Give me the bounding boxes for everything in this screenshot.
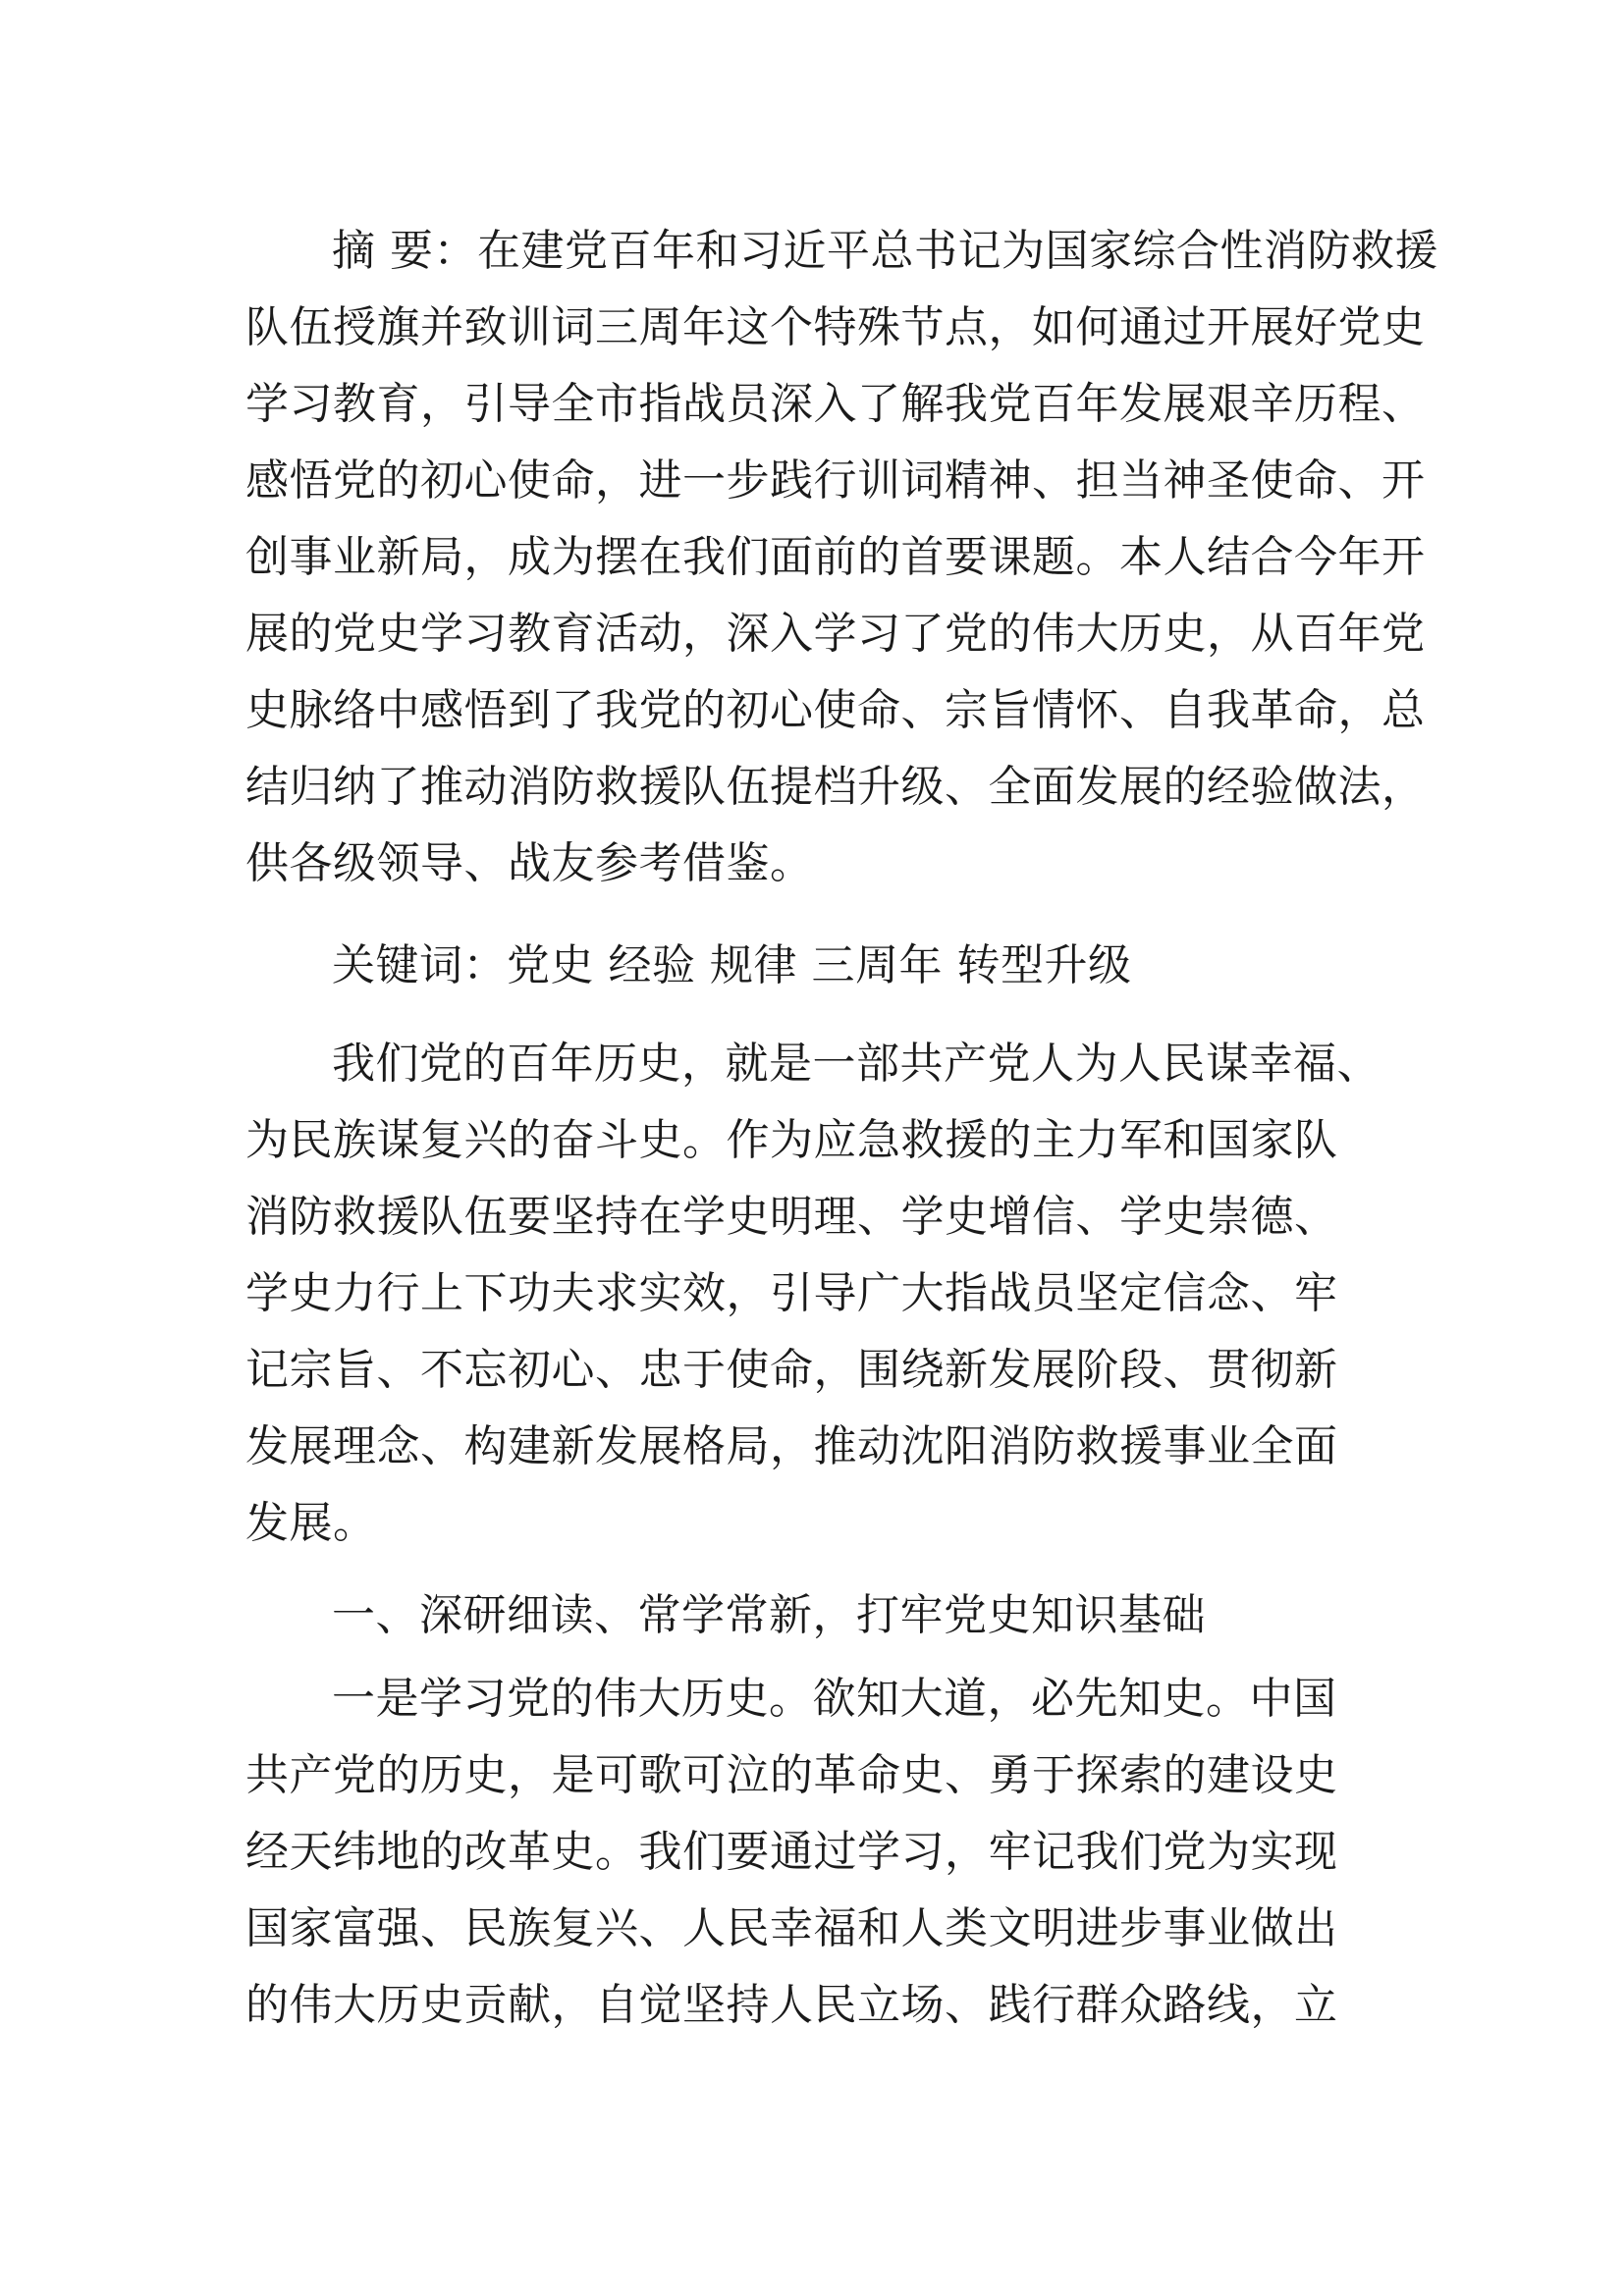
point-line: 国家富强、民族复兴、人民幸福和人类文明进步事业做出	[245, 1903, 1338, 1953]
intro-line: 发展。	[245, 1498, 377, 1548]
intro-line: 学史力行上下功夫求实效，引导广大指战员坚定信念、牢	[245, 1268, 1338, 1318]
abstract-line: 感悟党的初心使命，进一步践行训词精神、担当神圣使命、开	[245, 455, 1426, 506]
abstract-line: 史脉络中感悟到了我党的初心使命、宗旨情怀、自我革命，总	[245, 685, 1426, 735]
intro-line: 为民族谋复兴的奋斗史。作为应急救援的主力军和国家队	[245, 1115, 1338, 1165]
section-heading-text: 一、深研细读、常学常新，打牢党史知识基础	[332, 1590, 1206, 1640]
intro-line: 记宗旨、不忘初心、忠于使命，围绕新发展阶段、贯彻新	[245, 1345, 1338, 1395]
abstract-line: 学习教育，引导全市指战员深入了解我党百年发展艰辛历程、	[245, 379, 1426, 429]
point-line: 的伟大历史贡献，自觉坚持人民立场、践行群众路线，立	[245, 1980, 1338, 2030]
point-line: 共产党的历史，是可歌可泣的革命史、勇于探索的建设史	[245, 1750, 1338, 1800]
abstract-line: 创事业新局，成为摆在我们面前的首要课题。本人结合今年开	[245, 532, 1426, 582]
keywords-line: 关键词：党史 经验 规律 三周年 转型升级	[332, 940, 1132, 990]
intro-line: 我们党的百年历史，就是一部共产党人为人民谋幸福、	[332, 1039, 1380, 1089]
abstract-line: 供各级领导、战友参考借鉴。	[245, 838, 814, 888]
abstract-line: 队伍授旗并致训词三周年这个特殊节点，如何通过开展好党史	[245, 302, 1426, 352]
abstract-line: 结归纳了推动消防救援队伍提档升级、全面发展的经验做法，	[245, 762, 1426, 812]
abstract-line: 摘 要：在建党百年和习近平总书记为国家综合性消防救援	[332, 226, 1438, 276]
intro-paragraph	[245, 1026, 1380, 1562]
intro-line: 消防救援队伍要坚持在学史明理、学史增信、学史崇德、	[245, 1192, 1338, 1242]
point-paragraph	[245, 1661, 1375, 2044]
point-line: 经天纬地的改革史。我们要通过学习，牢记我们党为实现	[245, 1827, 1338, 1877]
intro-line: 发展理念、构建新发展格局，推动沈阳消防救援事业全面	[245, 1421, 1338, 1471]
abstract-line: 展的党史学习教育活动，深入学习了党的伟大历史，从百年党	[245, 609, 1426, 659]
abstract-paragraph	[245, 213, 1438, 902]
point-line: 一是学习党的伟大历史。欲知大道，必先知史。中国	[332, 1674, 1337, 1724]
section-heading	[245, 1577, 1375, 1654]
keywords-paragraph	[245, 928, 1375, 1004]
